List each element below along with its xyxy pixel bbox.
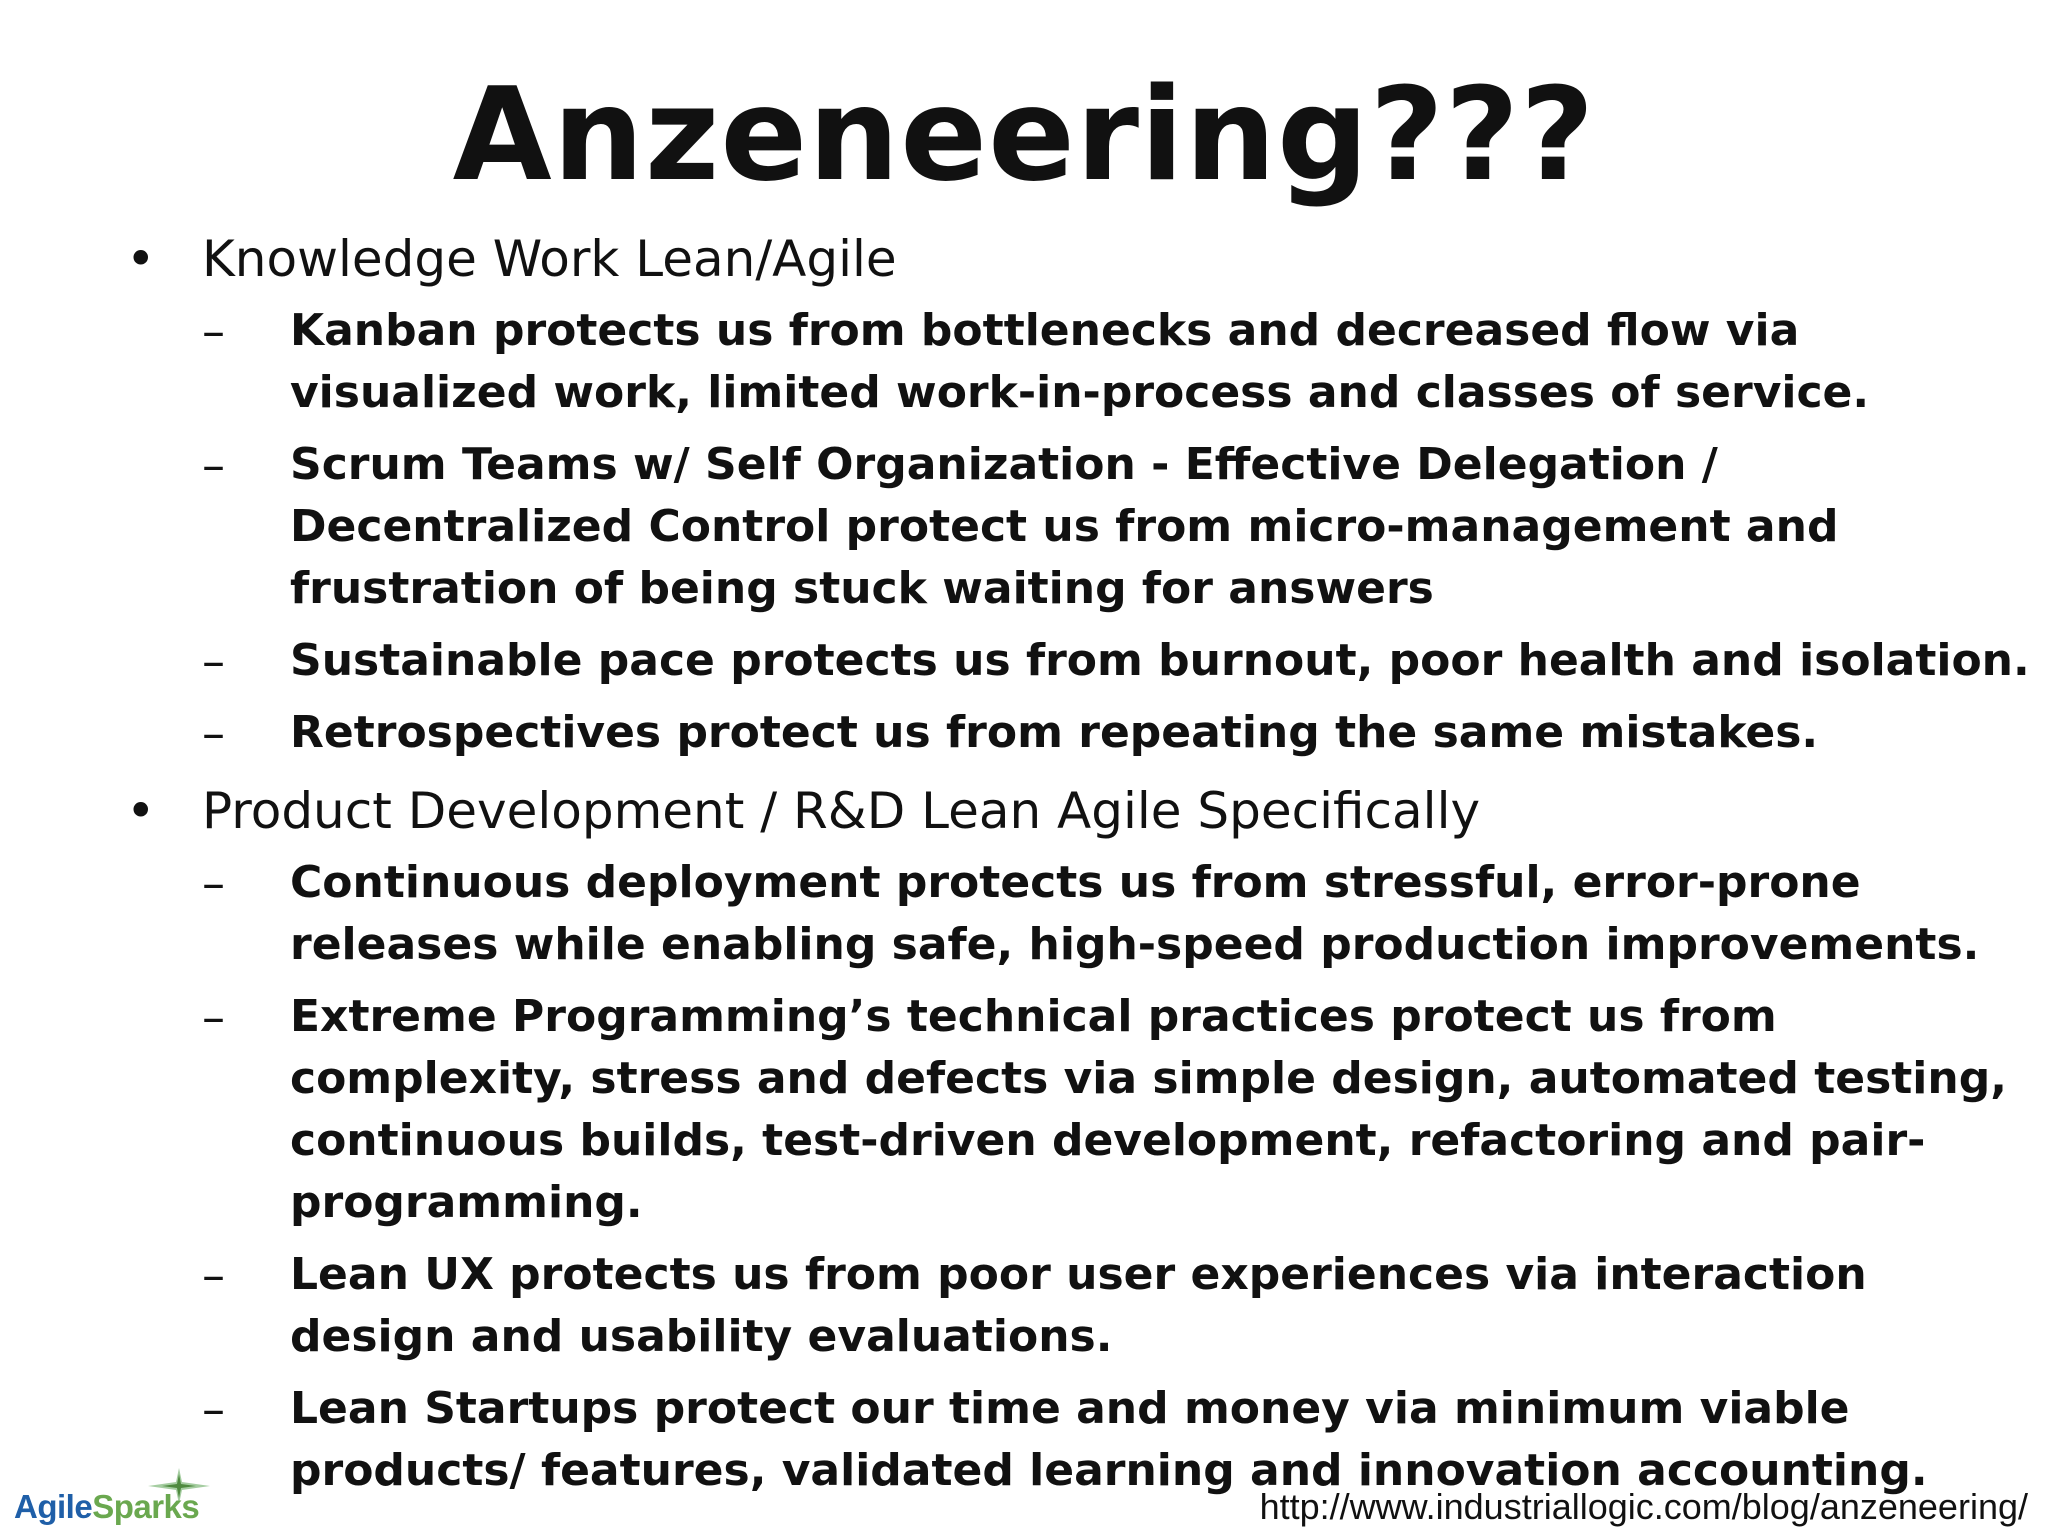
- source-url: http://www.industriallogic.com/blog/anzeneering/: [1259, 1486, 2028, 1527]
- bullet-heading: Product Development / R&D Lean Agile Specifically: [202, 782, 1481, 840]
- logo-text-sparks: Sparks: [92, 1488, 200, 1525]
- sub-list: [202, 852, 2007, 1502]
- sub-list-item: [202, 434, 2000, 620]
- sub-item-text: Kanban protects us from bottlenecks and decreased flow via visualized work, limited work-in-process and classes of service.: [290, 305, 1870, 418]
- bullet-list: [120, 228, 2030, 1502]
- dash-icon: –: [202, 634, 225, 688]
- sub-list-item: [202, 1378, 2000, 1502]
- sub-item-text: Scrum Teams w/ Self Organization - Effective Delegation / Decentralized Control protect us from micro-management and frustration of being stuck waiting for answers: [290, 439, 1839, 614]
- sub-item-text: Extreme Programming’s technical practices protect us from complexity, stress and defects via simple design, automated testing, continuous builds, test-driven development, refactoring and pair-programming.: [290, 991, 2007, 1228]
- dash-icon: –: [202, 856, 225, 910]
- dash-icon: –: [202, 990, 225, 1044]
- bullet-icon: •: [126, 782, 156, 840]
- slide-content: [120, 228, 2030, 1512]
- list-item-product-development: [120, 780, 2007, 1502]
- dash-icon: –: [202, 706, 225, 760]
- sub-list-item: [202, 852, 2000, 976]
- bullet-heading: Knowledge Work Lean/Agile: [202, 230, 897, 288]
- sub-list: [202, 300, 2030, 764]
- sub-item-text: Sustainable pace protects us from burnout, poor health and isolation.: [290, 635, 2030, 686]
- sub-list-item: [202, 702, 2000, 764]
- sub-item-text: Lean Startups protect our time and money via minimum viable products/ features, validated learning and innovation accounting.: [290, 1383, 1928, 1496]
- sub-list-item: [202, 986, 2007, 1234]
- dash-icon: –: [202, 1382, 225, 1436]
- sub-item-text: Retrospectives protect us from repeating the same mistakes.: [290, 707, 1819, 758]
- agilesparks-logo: [14, 1466, 224, 1530]
- slide-title: Anzeneering???: [452, 61, 1596, 210]
- sub-item-text: Continuous deployment protects us from stressful, error-prone releases while enabling safe, high-speed production improvements.: [290, 857, 1980, 970]
- sub-list-item: [202, 300, 2000, 424]
- list-item-knowledge-work: [120, 228, 2030, 764]
- sub-list-item: [202, 1244, 2000, 1368]
- sub-item-text: Lean UX protects us from poor user experiences via interaction design and usability evaluations.: [290, 1249, 1867, 1362]
- logo-wordmark: [14, 1488, 199, 1526]
- dash-icon: –: [202, 438, 225, 492]
- bullet-icon: •: [126, 230, 156, 288]
- sub-list-item: [202, 630, 2030, 692]
- dash-icon: –: [202, 304, 225, 358]
- dash-icon: –: [202, 1248, 225, 1302]
- logo-text-agile: Agile: [14, 1488, 93, 1525]
